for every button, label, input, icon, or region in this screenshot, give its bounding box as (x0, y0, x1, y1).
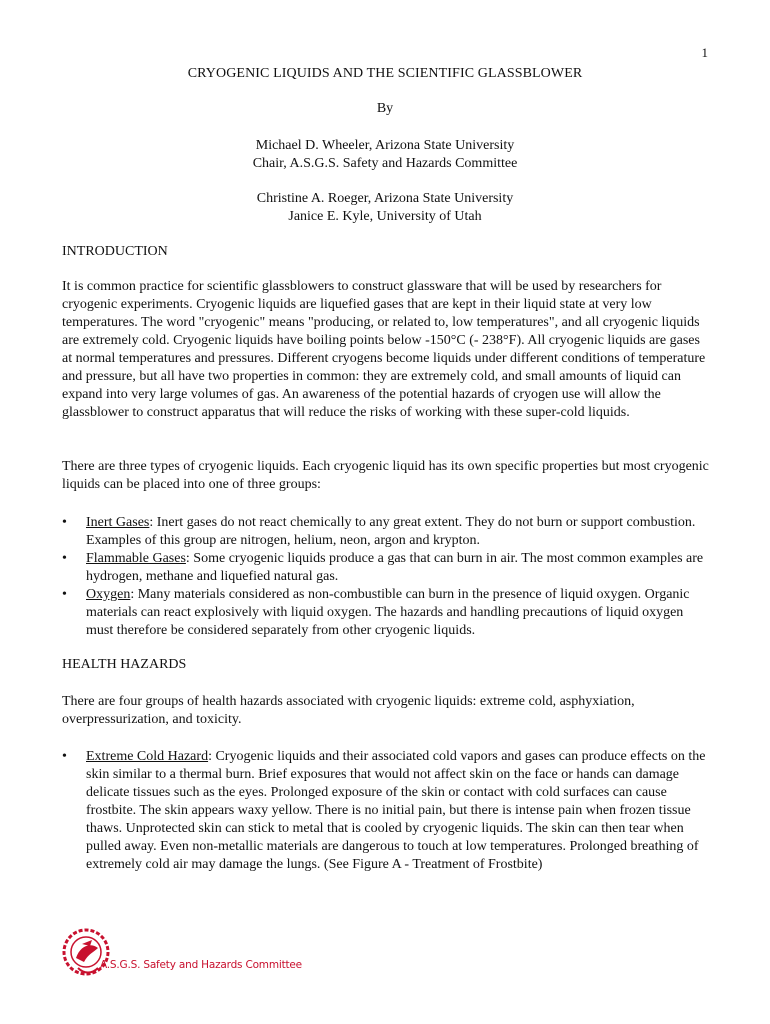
bullet-icon: • (62, 587, 67, 602)
author-line-3: Christine A. Roeger, Arizona State University (256, 191, 514, 206)
author-line-1: Michael D. Wheeler, Arizona State University (255, 138, 515, 153)
byline: By (376, 101, 394, 116)
bullet-icon: • (62, 749, 67, 764)
document-title: CRYOGENIC LIQUIDS AND THE SCIENTIFIC GLASSBLOWER (187, 66, 583, 81)
term-flammable-gases: Flammable Gases (86, 551, 186, 566)
bullet-icon: • (62, 515, 67, 530)
term-inert-gases: Inert Gases (86, 515, 150, 530)
author-line-4: Janice E. Kyle, University of Utah (288, 209, 482, 224)
introduction-heading: INTRODUCTION (62, 244, 168, 259)
author-line-2: Chair, A.S.G.S. Safety and Hazards Committee (252, 156, 518, 171)
health-hazards-heading: HEALTH HAZARDS (62, 657, 187, 672)
cryogen-groups-list (62, 514, 710, 640)
page-number: 1 (701, 45, 708, 60)
description-inert-gases: : Inert gases do not react chemically to any great extent. They do not burn or support combustion. Examples of this group are nitrogen, helium, neon, argon and krypton. (86, 515, 696, 548)
asgs-seal-icon (58, 924, 118, 984)
health-hazards-paragraph-1: There are four groups of health hazards associated with cryogenic liquids: extreme cold, asphyxiation, overpressurization, and toxicity. (62, 694, 635, 727)
term-extreme-cold-hazard: Extreme Cold Hazard (86, 749, 209, 764)
list-item-oxygen (62, 586, 710, 640)
committee-footer (58, 924, 318, 984)
bullet-icon: • (62, 551, 67, 566)
committee-footer-text: A.S.G.S. Safety and Hazards Committee (100, 959, 302, 971)
description-flammable-gases: : Some cryogenic liquids produce a gas that can burn in air. The most common examples are hydrogen, methane and liquefied natural gas. (86, 551, 704, 584)
list-item-flammable-gases (62, 550, 710, 586)
term-oxygen: Oxygen (86, 587, 131, 602)
list-item-inert-gases (62, 514, 710, 550)
health-hazards-list (62, 748, 710, 874)
introduction-paragraph-2: There are three types of cryogenic liquids. Each cryogenic liquid has its own specific properties but most cryogenic liquids can be placed into one of three groups: (62, 459, 709, 492)
list-item-extreme-cold (62, 748, 710, 874)
description-oxygen: : Many materials considered as non-combustible can burn in the presence of liquid oxygen. Organic materials can react explosively with liquid oxygen. The hazards and handling precautions of liquid oxygen must therefore be considered separately from other cryogenic liquids. (86, 587, 690, 638)
introduction-paragraph-1: It is common practice for scientific glassblowers to construct glassware that will be used by researchers for cryogenic experiments. Cryogenic liquids are liquefied gases that are kept in their liquid state at very low temperatures. The word "cryogenic" means "producing, or related to, low temperatures", and all cryogenic liquids are extremely cold. Cryogenic liquids have boiling points below -150°C (- 238°F). All cryogenic liquids are gases at normal temperatures and pressures. Different cryogens become liquids under different conditions of temperature and pressure, but all have two properties in common: they are extremely cold, and small amounts of liquid can expand into very large volumes of gas. An awareness of the potential hazards of cryogen use will allow the glassblower to construct apparatus that will reduce the risks of working with these super-cold liquids. (62, 279, 706, 420)
description-extreme-cold-hazard: : Cryogenic liquids and their associated cold vapors and gases can produce effects on the skin similar to a thermal burn. Brief exposures that would not affect skin on the face or hands can damage delicate tissues such as the eyes. Prolonged exposure of the skin or contact with cold surfaces can cause frostbite. The skin appears waxy yellow. There is no initial pain, but there is intense pain when frozen tissue thaws. Unprotected skin can stick to metal that is cooled by cryogenic liquids. The skin can then tear when pulled away. Even non-metallic materials are dangerous to touch at low temperatures. Prolonged breathing of extremely cold air may damage the lungs. (See Figure A - Treatment of Frostbite) (86, 749, 706, 872)
